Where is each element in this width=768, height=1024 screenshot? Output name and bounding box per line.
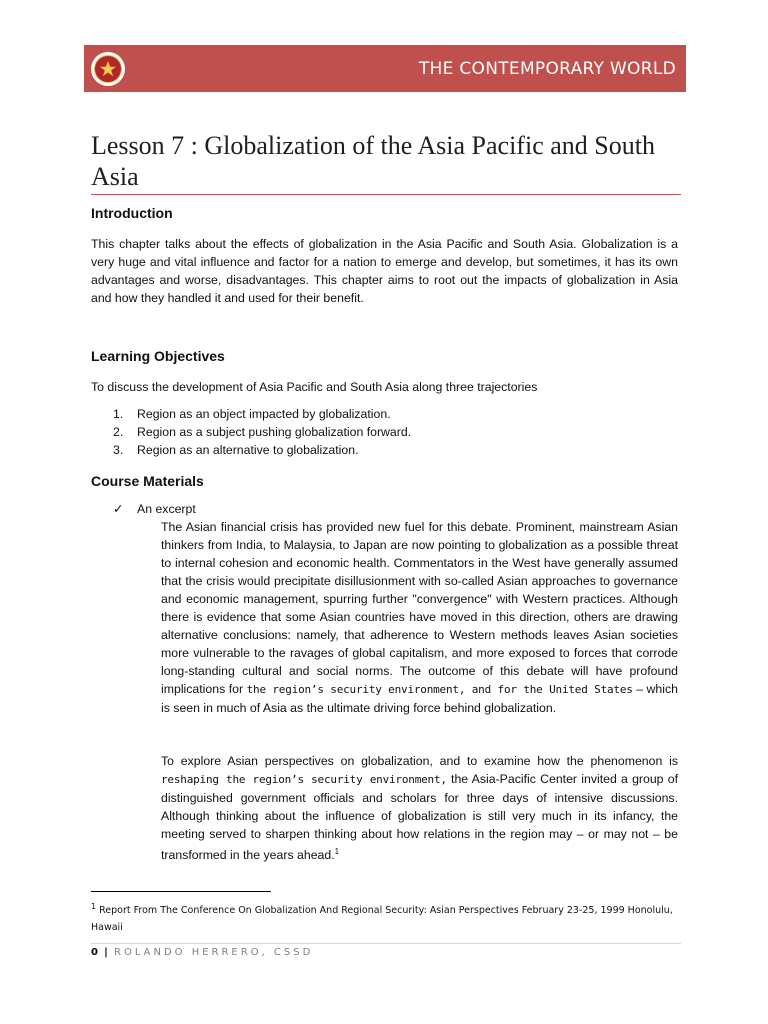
footnote-reference[interactable]: 1 [334,847,340,856]
header-banner [84,45,686,92]
footer-divider [91,943,681,944]
course-materials-heading: Course Materials [91,473,204,489]
list-item: 2. Region as a subject pushing globalization forward. [113,425,412,439]
footnote-divider [91,891,271,892]
page-footer: 0 | ROLANDO HERRERO, CSSD [91,947,314,958]
checkmark-icon: ✓ [113,502,124,516]
title-underline [91,194,681,195]
footnote: $^1$ Report From The Conference On Globalization And Regional Security: Asian Perspectives February 23-25, 1999 Honolulu, Hawaii [91,902,673,934]
university-seal-icon [91,52,125,86]
learning-objectives-lead: To discuss the development of Asia Pacific and South Asia along three trajectories [91,380,538,394]
excerpt-paragraph-1: The Asian financial crisis has provided new fuel for this debate. Prominent, mainstream Asian thinkers from India, to Malaysia, to Japan are now pointing to globalization as a possible threat to internal cohesion and economic health. Commentators in the West have generally assumed that the crisis would precipitate disillusionment with so-called Asian approaches to governance and economic management, spurring further "convergence" with Western practices. Although there is evidence that some Asian countries have moved in this direction, others are drawing alternative conclusions: namely, that adherence to Western methods leaves Asian societies more vulnerable to the ravages of global capitalism, and more exposed to forces that corrode long-standing cultural and social norms. The outcome of this debate will have profound implications for the region’s security environment, and for the United States – which is seen in much of Asia as the ultimate driving force behind globalization. [161,520,678,715]
page-number: 0 [91,947,98,958]
excerpt-label: An excerpt [137,502,196,516]
header-title: THE CONTEMPORARY WORLD [418,58,676,79]
page-title: Lesson 7 : Globalization of the Asia Pacific and South Asia [91,131,655,191]
objectives-list [91,405,651,459]
footer-author: ROLANDO HERRERO, CSSD [114,947,314,958]
learning-objectives-heading: Learning Objectives [91,348,225,364]
excerpt-paragraph-2: To explore Asian perspectives on globalization, and to examine how the phenomenon is reshaping the region’s security environment, the Asia-Pacific Center invited a group of distinguished government officials and scholars for three days of intensive discussions. Although thinking about the influence of globalization is still very much in its infancy, the meeting served to sharpen thinking about how relations in the region may – or may not – be transformed in the years ahead.$^1$ [161,754,678,863]
list-item: 3. Region as an alternative to globalization. [113,443,359,457]
introduction-text: This chapter talks about the effects of globalization in the Asia Pacific and South Asia. Globalization is a very huge and vital influence and factor for a nation to emerge and develop, but sometimes, it has its own advantages and worse, disadvantages. This chapter aims to root out the impacts of globalization in Asia and how they handled it and used for their benefit. [91,237,678,305]
introduction-heading: Introduction [91,205,173,221]
list-item: 1. Region as an object impacted by globalization. [113,407,391,421]
excerpt-list-item [113,500,196,518]
